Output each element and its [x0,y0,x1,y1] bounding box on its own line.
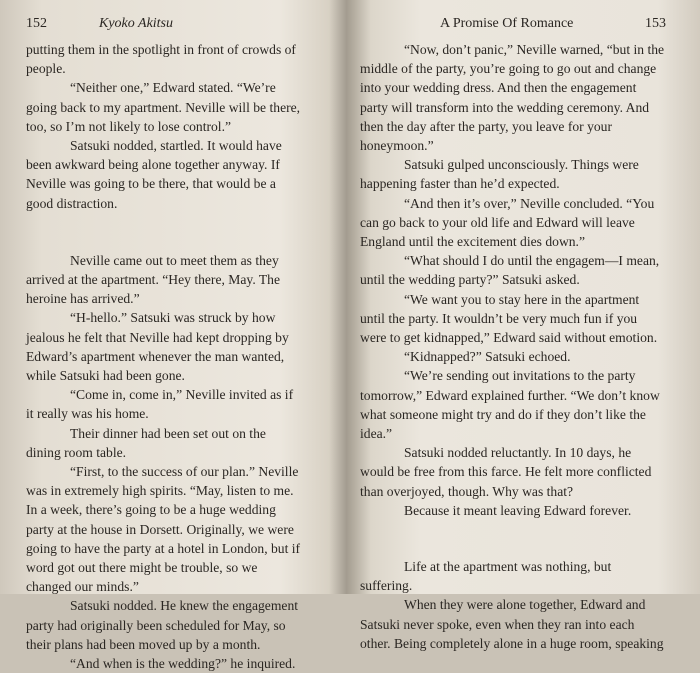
paragraph: Satsuki gulped unconsciously. Things were happening faster than he’d expected. [360,157,639,192]
right-page-number: 153 [645,16,666,31]
section-break [360,520,666,557]
paragraph: “And then it’s over,” Neville concluded. “You can go back to your old life and Edward will leave England until the excitement dies down.” [360,195,655,250]
paragraph: Their dinner had been set out on the dining room table. [26,425,266,460]
paragraph: Satsuki nodded, startled. It would have been awkward being alone together anyway. If Neville was going to be there, that would be a good distraction. [26,138,282,211]
left-page [0,0,346,672]
paragraph: “Come in, come in,” Neville invited as if it really was his home. [26,387,294,422]
paragraph: Satsuki nodded reluctantly. In 10 days, he would be free from this farce. He felt more conflicted than overjoyed, though. Why was that? [360,445,652,499]
left-running-head: Kyoko Akitsu [99,16,174,31]
left-section-a [26,40,302,213]
paragraph: “First, to the success of our plan.” Neville was in extremely high spirits. “May, listen to me. In a week, there’s going to be a huge wedding party at the house in Dorsett. Originally, we were going to have the party at a hotel in London, but if word got out there might be trouble, so we changed our minds.” [26,464,301,595]
paragraph: “We’re sending out invitations to the party tomorrow,” Edward explained further. “We don’t know what someone might try and do if they don’t like the idea.” [360,368,660,442]
right-section-a [360,40,666,520]
paragraph: Satsuki nodded. He knew the engagement party had originally been scheduled for May, so their plans had been moved up by a month. [26,598,299,652]
paragraph: “Neither one,” Edward stated. “We’re going back to my apartment. Neville will be there, too, so I’m not likely to lose control.” [26,80,301,134]
paragraph: Life at the apartment was nothing, but suffering. [360,559,612,594]
left-page-body [26,40,302,673]
right-page [354,0,700,651]
left-page-header [26,0,302,40]
paragraph: “We want you to stay here in the apartment until the party. It wouldn’t be very much fun if you were to get kidnapped,” Edward said without emotion. [360,291,658,346]
paragraph: “Now, don’t panic,” Neville warned, “but in the middle of the party, you’re going to go out and change into your wedding dress. And then the engagement party will transform into the wedding ceremony. And then the day after the party, you leave for your honeymoon.” [360,42,665,154]
paragraph: Because it meant leaving Edward forever. [404,502,632,518]
paragraph: When they were alone together, Edward and Satsuki never spoke, even when they ran into each other. Being completely alone in a huge room, speaking [360,597,664,651]
left-section-b [26,251,302,673]
paragraph: “Kidnapped?” Satsuki echoed. [404,349,571,365]
paragraph: “H-hello.” Satsuki was struck by how jealous he felt that Neville had kept dropping by Edward’s apartment whenever the man wanted, while Satsuki had been gone. [26,310,289,384]
paragraph: “What should I do until the engagem—I mean, until the wedding party?” Satsuki asked. [360,253,660,288]
paragraph: Neville came out to meet them as they arrived at the apartment. “Hey there, May. The heroine has arrived.” [26,252,281,307]
right-section-b [360,557,666,653]
right-page-body [360,40,666,653]
right-page-header [360,0,666,40]
left-page-number: 152 [26,16,47,31]
paragraph: “And when is the wedding?” he inquired. [70,656,296,672]
paragraph: putting them in the spotlight in front of crowds of people. [26,42,296,77]
right-running-head: A Promise Of Romance [440,16,574,31]
section-break [26,213,302,251]
